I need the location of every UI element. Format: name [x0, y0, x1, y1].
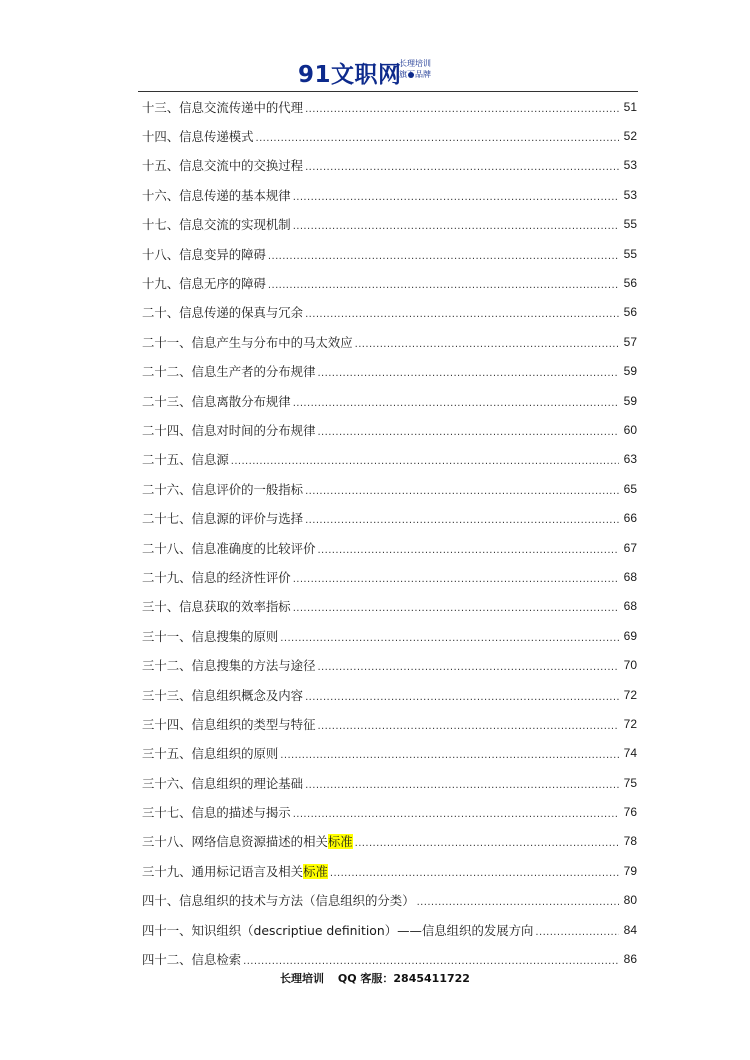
toc-entry-title [142, 597, 291, 615]
toc-entry[interactable] [142, 797, 637, 826]
toc-leader-dots [293, 804, 619, 820]
logo-slogan [399, 58, 431, 80]
toc-entry[interactable] [142, 562, 637, 591]
toc-entry[interactable] [142, 709, 637, 738]
toc-entry-page-number: 63 [623, 452, 637, 467]
toc-leader-dots [417, 892, 619, 908]
toc-entry-page-number: 72 [623, 687, 637, 702]
toc-entry-page-number: 68 [623, 599, 637, 614]
toc-entry-page-number: 84 [623, 922, 637, 937]
toc-entry-title-text: 三十七、信息的描述与揭示 [142, 805, 291, 821]
toc-entry-page-number: 70 [623, 658, 637, 673]
toc-entry[interactable] [142, 886, 637, 915]
slogan-line-1: 长理培训 [399, 59, 431, 68]
toc-entry[interactable] [142, 621, 637, 650]
toc-entry[interactable] [142, 915, 637, 944]
toc-entry-title-text: 三十九、通用标记语言及相关 [142, 863, 304, 879]
toc-entry-title-text: 四十一、知识组织（descriptiue definition）——信息组织的发展方向 [142, 922, 534, 938]
toc-entry-title [142, 450, 229, 468]
toc-entry[interactable] [142, 650, 637, 679]
toc-leader-dots [317, 422, 619, 438]
toc-entry-highlight: 标准 [327, 834, 353, 850]
toc-entry-title [142, 303, 303, 321]
toc-entry[interactable] [142, 92, 637, 121]
toc-leader-dots [293, 569, 619, 585]
page-header [0, 52, 750, 92]
toc-entry-title [142, 215, 291, 233]
toc-entry-title-text: 十四、信息传递模式 [142, 129, 254, 145]
toc-entry-title-text: 二十五、信息源 [142, 452, 229, 468]
toc-entry-title-text: 十三、信息交流传递中的代理 [142, 99, 304, 115]
toc-entry[interactable] [142, 180, 637, 209]
toc-entry-title-text: 二十一、信息产生与分布中的马太效应 [142, 334, 353, 350]
toc-entry-title [142, 803, 291, 821]
toc-entry-title [142, 509, 303, 527]
toc-leader-dots [355, 334, 619, 350]
toc-entry-title [142, 421, 315, 439]
toc-entry-title [142, 186, 291, 204]
toc-entry-title-text: 二十三、信息离散分布规律 [142, 393, 291, 409]
toc-entry-page-number: 65 [623, 481, 637, 496]
slogan-line-2: 旗下品牌 [399, 70, 431, 79]
toc-leader-dots [317, 540, 619, 556]
toc-leader-dots [317, 716, 619, 732]
toc-entry-page-number: 75 [623, 775, 637, 790]
toc-entry-title [142, 245, 266, 263]
toc-entry-title-text: 三十一、信息搜集的原则 [142, 628, 279, 644]
toc-entry-page-number: 78 [623, 834, 637, 849]
toc-entry-page-number: 56 [623, 276, 637, 291]
toc-entry-title [142, 362, 315, 380]
toc-entry-title [142, 832, 353, 850]
toc-entry[interactable] [142, 856, 637, 885]
toc-entry-title-text: 二十六、信息评价的一般指标 [142, 481, 304, 497]
toc-entry[interactable] [142, 239, 637, 268]
toc-leader-dots [256, 128, 619, 144]
toc-entry-title [142, 480, 303, 498]
toc-entry-page-number: 53 [623, 158, 637, 173]
toc-leader-dots [231, 451, 619, 467]
toc-entry-title [142, 156, 303, 174]
toc-entry-page-number: 51 [623, 99, 637, 114]
toc-entry-title-text: 三十、信息获取的效率指标 [142, 599, 291, 615]
toc-entry-title-text: 十七、信息交流的实现机制 [142, 217, 291, 233]
toc-leader-dots [317, 657, 619, 673]
toc-entry[interactable] [142, 739, 637, 768]
toc-entry-highlight: 标准 [303, 863, 328, 879]
toc-entry-page-number: 52 [623, 129, 637, 144]
toc-entry-title-text: 二十九、信息的经济性评价 [142, 569, 291, 585]
toc-entry[interactable] [142, 474, 637, 503]
toc-entry-title [142, 568, 291, 586]
toc-entry-title-text: 十六、信息传递的基本规律 [142, 187, 291, 203]
toc-entry-title [142, 98, 303, 116]
toc-entry-title [142, 333, 353, 351]
toc-entry[interactable] [142, 415, 637, 444]
toc-leader-dots [305, 687, 619, 703]
toc-entry-title-text: 三十二、信息搜集的方法与途径 [142, 658, 316, 674]
toc-entry-title-text: 三十四、信息组织的类型与特征 [142, 716, 316, 732]
toc-leader-dots [305, 510, 619, 526]
toc-entry-page-number: 74 [623, 746, 637, 761]
toc-entry[interactable] [142, 327, 637, 356]
toc-leader-dots [305, 99, 619, 115]
toc-leader-dots [293, 393, 619, 409]
toc-leader-dots [268, 246, 619, 262]
toc-entry[interactable] [142, 768, 637, 797]
toc-entry-title [142, 715, 315, 733]
toc-entry[interactable] [142, 680, 637, 709]
toc-entry-page-number: 59 [623, 364, 637, 379]
toc-entry[interactable] [142, 592, 637, 621]
toc-entry-title-text: 三十八、网络信息资源描述的相关 [142, 834, 328, 850]
toc-leader-dots [293, 216, 619, 232]
toc-entry-title-text: 二十四、信息对时间的分布规律 [142, 422, 316, 438]
toc-leader-dots [280, 745, 619, 761]
toc-entry-page-number: 68 [623, 569, 637, 584]
toc-entry-page-number: 76 [623, 805, 637, 820]
toc-entry-title [142, 686, 303, 704]
toc-entry[interactable] [142, 533, 637, 562]
toc-entry-page-number: 67 [623, 540, 637, 555]
toc-leader-dots [330, 863, 619, 879]
toc-entry-title [142, 627, 278, 645]
logo-text: 91文职网 [298, 62, 402, 88]
toc-entry-page-number: 86 [623, 952, 637, 967]
toc-entry-title [142, 891, 415, 909]
toc-entry-title-text: 三十五、信息组织的原则 [142, 746, 279, 762]
toc-entry-title-text: 四十二、信息检索 [142, 952, 242, 968]
toc-entry-page-number: 55 [623, 217, 637, 232]
toc-entry[interactable] [142, 268, 637, 297]
toc-entry-title-text: 十八、信息变异的障碍 [142, 246, 266, 262]
toc-leader-dots [280, 628, 619, 644]
footer-brand: 长理培训 [280, 972, 325, 985]
toc-entry-title-text: 三十三、信息组织概念及内容 [142, 687, 304, 703]
toc-entry-title [142, 127, 254, 145]
toc-entry[interactable] [142, 503, 637, 532]
toc-entry-title [142, 921, 533, 939]
toc-entry-title-text: 十九、信息无序的障碍 [142, 276, 266, 292]
toc-entry-title [142, 862, 328, 880]
toc-entry-page-number: 69 [623, 628, 637, 643]
toc-entry[interactable] [142, 445, 637, 474]
toc-entry-title [142, 744, 278, 762]
toc-entry[interactable] [142, 827, 637, 856]
toc-entry-title [142, 774, 303, 792]
toc-leader-dots [355, 833, 619, 849]
toc-leader-dots [305, 481, 619, 497]
toc-entry[interactable] [142, 210, 637, 239]
toc-entry[interactable] [142, 298, 637, 327]
toc-leader-dots [305, 157, 619, 173]
toc-entry[interactable] [142, 357, 637, 386]
toc-entry-page-number: 66 [623, 511, 637, 526]
toc-entry-page-number: 60 [623, 422, 637, 437]
toc-leader-dots [293, 187, 619, 203]
toc-entry-page-number: 53 [623, 187, 637, 202]
toc-entry-title-text: 三十六、信息组织的理论基础 [142, 775, 304, 791]
toc-entry-title [142, 656, 315, 674]
toc-entry-page-number: 56 [623, 305, 637, 320]
toc-entry-page-number: 59 [623, 393, 637, 408]
toc-entry-title [142, 950, 241, 968]
toc-leader-dots [305, 304, 619, 320]
toc-entry[interactable] [142, 121, 637, 150]
toc-entry-page-number: 79 [623, 863, 637, 878]
toc-leader-dots [317, 363, 619, 379]
toc-entry-title-text: 四十、信息组织的技术与方法（信息组织的分类） [142, 893, 415, 909]
toc-leader-dots [268, 275, 619, 291]
table-of-contents [142, 92, 637, 974]
toc-entry[interactable] [142, 386, 637, 415]
toc-entry-title [142, 274, 266, 292]
toc-entry-page-number: 57 [623, 334, 637, 349]
toc-leader-dots [293, 598, 619, 614]
toc-leader-dots [535, 922, 619, 938]
toc-entry-title [142, 539, 315, 557]
toc-entry-title-text: 二十、信息传递的保真与冗余 [142, 305, 304, 321]
toc-entry-title-text: 二十七、信息源的评价与选择 [142, 511, 304, 527]
toc-leader-dots [243, 951, 619, 967]
toc-entry[interactable] [142, 151, 637, 180]
toc-entry-title-text: 二十八、信息准确度的比较评价 [142, 540, 316, 556]
page-footer [0, 970, 750, 986]
toc-entry-title-text: 十五、信息交流中的交换过程 [142, 158, 304, 174]
toc-entry-page-number: 55 [623, 246, 637, 261]
toc-entry-title [142, 392, 291, 410]
toc-leader-dots [305, 775, 619, 791]
site-logo [298, 56, 414, 89]
toc-entry-page-number: 80 [623, 893, 637, 908]
footer-qq: QQ 客服：2845411722 [337, 972, 470, 985]
toc-entry-page-number: 72 [623, 716, 637, 731]
toc-entry-title-text: 二十二、信息生产者的分布规律 [142, 364, 316, 380]
